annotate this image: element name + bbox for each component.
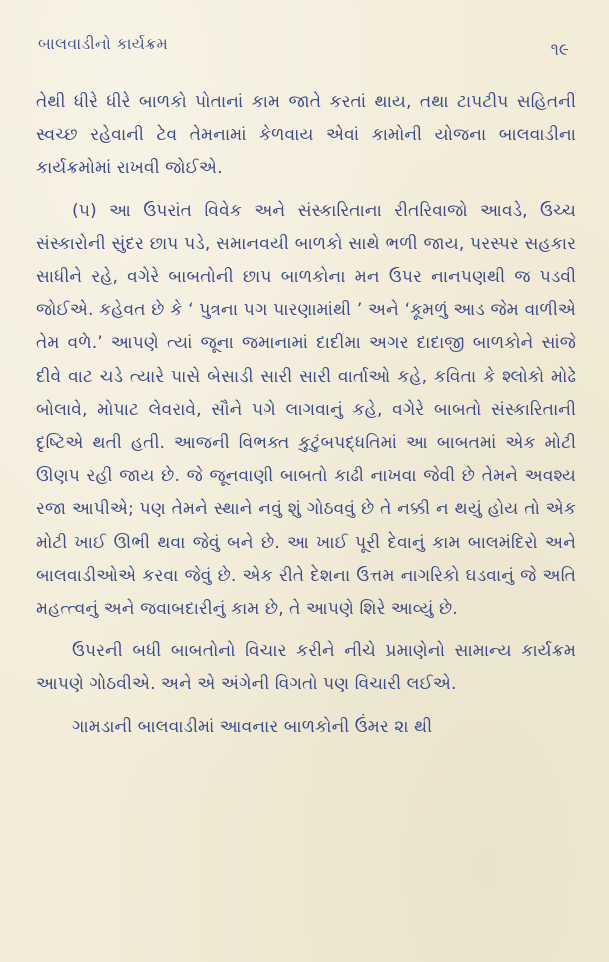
paragraph-point-5: (૫) આ ઉપરાંત વિવેક અને સંસ્કારિતાના રીતરિવાજો આવડે, ઉચ્ચ સંસ્કારોની સુંદર છાપ પડે, સમાનવયી બાળકો સાથે ભળી જાય, પરસ્પર સહકાર સાધીને રહે, વગેરે બાબતોની છાપ બાળકોના મન ઉપર નાનપણથી જ પડવી જોઈએ. કહેવત છે કે ‘ પુત્રના પગ પારણામાંથી ’ અને ‘કૂમળું આડ જેમ વાળીએ તેમ વળે.’ આપણે ત્યાં જૂના જમાનામાં દાદીમા અગર દાદાજી બાળકોને સાંજે દીવે વાટ ચડે ત્યારે પાસે બેસાડી સારી સારી વાર્તાઓ કહે, કવિતા કે શ્લોકો મોઢે બોલાવે, મોપાટ લેવરાવે, સૌને પગે લાગવાનું કહે, વગેરે બાબતો સંસ્કારિતાની દૃષ્ટિએ થતી હતી. આજની વિભક્ત કુટુંબપદ્ધતિમાં આ બાબતમાં એક મોટી ઊણપ રહી જાય છે. જે જૂનવાણી બાબતો કાઢી નાખવા જેવી છે તેમને અવશ્ય રજા આપીએ; પણ તેમને સ્થાને નવું શું ગોઠવવું છે તે નક્કી ન થયું હોય તો એક મોટી ખાઈ ઊભી થવા જેવું બને છે. આ ખાઈ પૂરી દેવાનું કામ બાલમંદિરો અને બાલવાડીઓએ કરવા જેવું છે. એક રીતે દેશના ઉત્તમ નાગરિકો ઘડવાનું જે અતિ મહત્ત્વનું અને જવાબદારીનું કામ છે, તે આપણે શિરે આવ્યું છે. <box>36 200 576 620</box>
paragraph-age-start: ગામડાની બાલવાડીમાં આવનાર બાળકોની ઉંમર ૨ા થી <box>72 716 433 737</box>
paragraph-programme-summary: ઉપરની બધી બાબતોનો વિચાર કરીને નીચે પ્રમાણેનો સામાન્ય કાર્યક્રમ આપણે ગોઠવીએ. અને એ અંગેની વિગતો પણ વિચારી લઈએ. <box>36 641 576 695</box>
page-number: ૧૯ <box>550 40 569 60</box>
body-text <box>36 86 576 753</box>
running-head: બાલવાડીનો કાર્યક્રમ <box>38 34 169 53</box>
paragraph-continuation: તેથી ધીરે ધીરે બાળકો પોતાનાં કામ જાતે કરતાં થાય, તથા ટાપટીપ સહિતની સ્વચ્છ રહેવાની ટેવ તેમનામાં કેળવાય એવાં કામોની યોજના બાલવાડીના કાર્યક્રમોમાં રાખવી જોઈએ. <box>36 92 576 179</box>
